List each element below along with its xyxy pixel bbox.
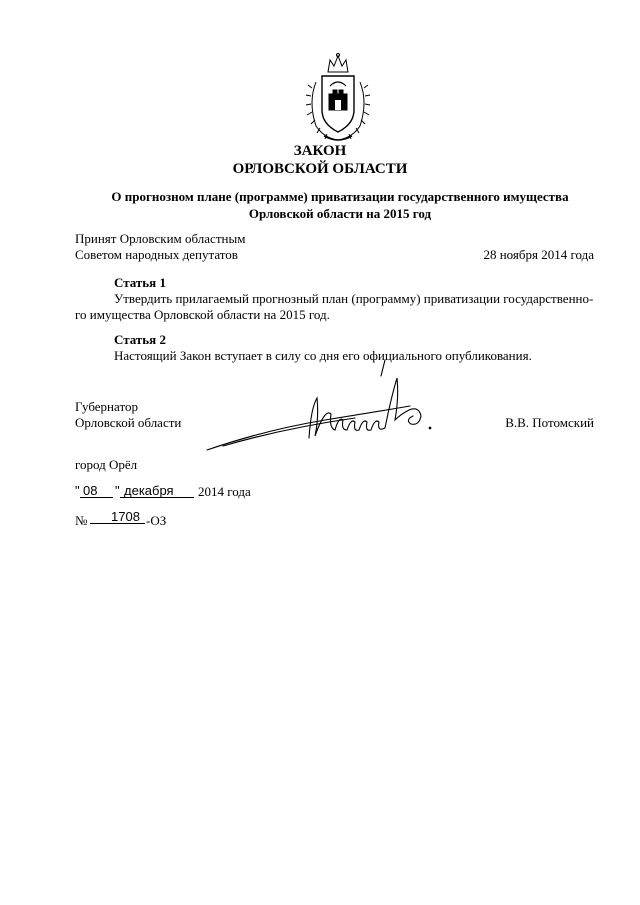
adoption-date: 28 ноября 2014 года bbox=[483, 247, 594, 262]
date-day: 08 bbox=[83, 483, 98, 498]
date-open-quote: " bbox=[75, 483, 80, 498]
law-subject-line1: О прогнозном плане (программе) приватизации государственного имущества bbox=[111, 189, 569, 204]
article-1-text-line2: го имущества Орловской области на 2015 год. bbox=[75, 307, 330, 322]
date-month: декабря bbox=[124, 483, 174, 498]
date-close-quote: " bbox=[115, 483, 120, 498]
signatory-position-line1: Губернатор bbox=[75, 399, 138, 414]
signatory-position-line2: Орловской области bbox=[75, 415, 182, 430]
article-2-text: Настоящий Закон вступает в силу со дня его официального опубликования. bbox=[114, 348, 532, 363]
city: город Орёл bbox=[75, 457, 138, 472]
number-suffix: -ОЗ bbox=[146, 513, 167, 528]
law-title: ЗАКОН bbox=[293, 143, 347, 159]
signatory-name: В.В. Потомский bbox=[505, 415, 594, 430]
article-1-heading: Статья 1 bbox=[114, 275, 166, 290]
coat-of-arms-icon bbox=[302, 52, 374, 144]
handwritten-signature bbox=[205, 358, 450, 458]
article-1-text-line1: Утвердить прилагаемый прогнозный план (программу) приватизации государственно- bbox=[114, 291, 594, 306]
region-title: ОРЛОВСКОЙ ОБЛАСТИ bbox=[232, 161, 408, 177]
number-prefix: № bbox=[75, 513, 88, 528]
law-subject-line2: Орловской области на 2015 год bbox=[248, 206, 432, 221]
law-number-underline bbox=[90, 523, 145, 524]
date-year: 2014 года bbox=[198, 484, 251, 499]
article-2-heading: Статья 2 bbox=[114, 332, 166, 347]
law-number: 1708 bbox=[111, 509, 140, 524]
date-month-underline bbox=[120, 497, 194, 498]
adopted-by-line1: Принят Орловским областным bbox=[75, 231, 246, 246]
date-day-underline bbox=[80, 497, 113, 498]
adopted-by-line2: Советом народных депутатов bbox=[75, 247, 238, 262]
